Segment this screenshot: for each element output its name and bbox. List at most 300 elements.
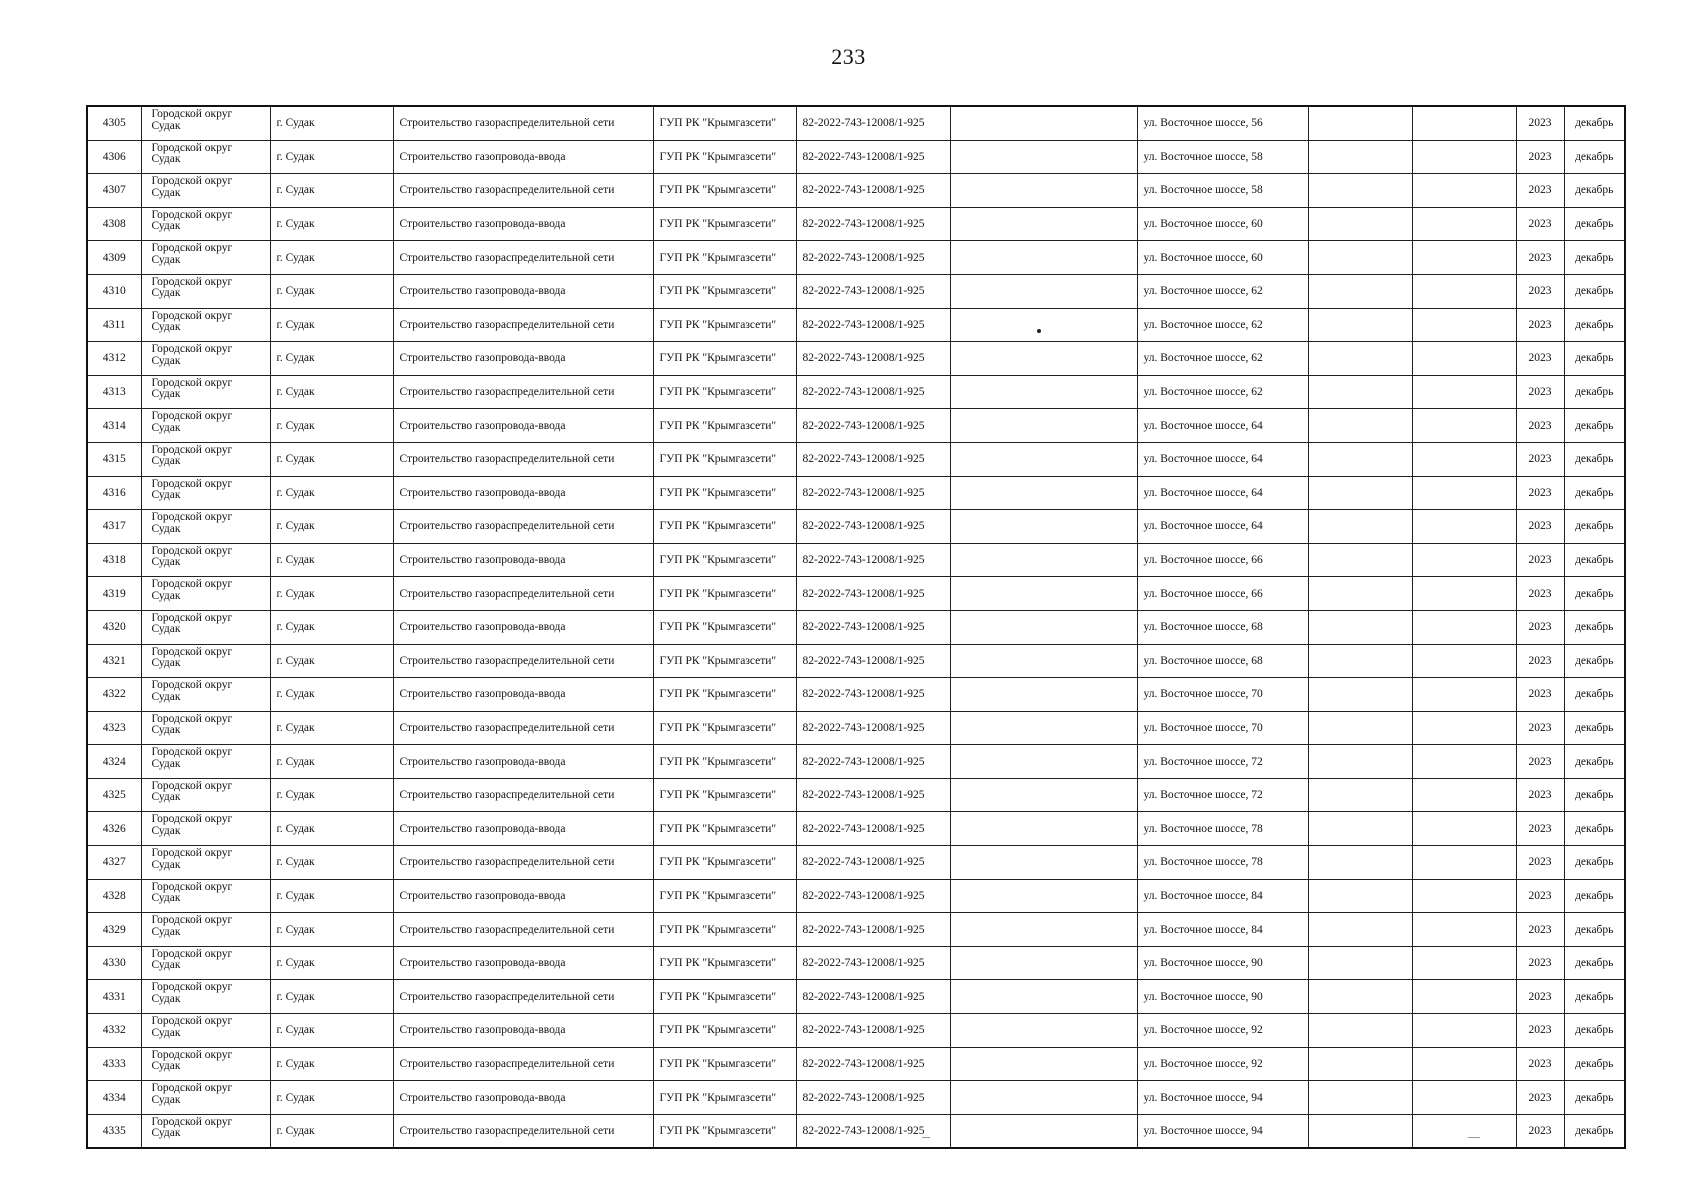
work-type-cell: Строительство газораспределительной сети <box>393 778 653 812</box>
empty-cell <box>1308 913 1412 947</box>
work-type-cell: Строительство газопровода-ввода <box>393 946 653 980</box>
row-number: 4323 <box>87 711 141 745</box>
table-row <box>87 778 1625 812</box>
settlement-cell: г. Судак <box>270 1114 393 1148</box>
year-cell: 2023 <box>1516 308 1564 342</box>
organization-cell: ГУП РК "Крымгазсети" <box>653 946 796 980</box>
year-cell: 2023 <box>1516 174 1564 208</box>
row-number: 4317 <box>87 510 141 544</box>
year-cell: 2023 <box>1516 375 1564 409</box>
municipality-cell: Городской округ Судак <box>141 409 270 443</box>
organization-cell: ГУП РК "Крымгазсети" <box>653 140 796 174</box>
organization-cell: ГУП РК "Крымгазсети" <box>653 1081 796 1115</box>
empty-cell <box>1308 846 1412 880</box>
table-row <box>87 610 1625 644</box>
address-cell: ул. Восточное шоссе, 92 <box>1137 1047 1308 1081</box>
table-row <box>87 644 1625 678</box>
organization-cell: ГУП РК "Крымгазсети" <box>653 106 796 140</box>
empty-cell <box>950 342 1137 376</box>
document-number-cell: 82-2022-743-12008/1-925 <box>796 610 950 644</box>
settlement-cell: г. Судак <box>270 610 393 644</box>
document-number-cell: 82-2022-743-12008/1-925 <box>796 106 950 140</box>
municipality-cell: Городской округ Судак <box>141 1081 270 1115</box>
empty-cell <box>950 274 1137 308</box>
work-type-cell: Строительство газораспределительной сети <box>393 1047 653 1081</box>
municipality-cell: Городской округ Судак <box>141 678 270 712</box>
table-row <box>87 274 1625 308</box>
empty-cell <box>1412 207 1516 241</box>
empty-cell <box>950 543 1137 577</box>
month-cell: декабрь <box>1564 1081 1625 1115</box>
empty-cell <box>950 644 1137 678</box>
empty-cell <box>1308 1114 1412 1148</box>
document-number-cell: 82-2022-743-12008/1-925 <box>796 207 950 241</box>
municipality-cell: Городской округ Судак <box>141 174 270 208</box>
address-cell: ул. Восточное шоссе, 66 <box>1137 543 1308 577</box>
document-number-cell: 82-2022-743-12008/1-925 <box>796 1081 950 1115</box>
empty-cell <box>1412 644 1516 678</box>
municipality-cell: Городской округ Судак <box>141 879 270 913</box>
year-cell: 2023 <box>1516 1047 1564 1081</box>
empty-cell <box>1412 879 1516 913</box>
month-cell: декабрь <box>1564 207 1625 241</box>
empty-cell <box>1412 1047 1516 1081</box>
row-number: 4328 <box>87 879 141 913</box>
settlement-cell: г. Судак <box>270 106 393 140</box>
row-number: 4322 <box>87 678 141 712</box>
year-cell: 2023 <box>1516 241 1564 275</box>
document-number-cell: 82-2022-743-12008/1-925 <box>796 1047 950 1081</box>
organization-cell: ГУП РК "Крымгазсети" <box>653 476 796 510</box>
month-cell: декабрь <box>1564 1114 1625 1148</box>
empty-cell <box>950 745 1137 779</box>
work-type-cell: Строительство газопровода-ввода <box>393 274 653 308</box>
settlement-cell: г. Судак <box>270 510 393 544</box>
year-cell: 2023 <box>1516 140 1564 174</box>
organization-cell: ГУП РК "Крымгазсети" <box>653 644 796 678</box>
empty-cell <box>1412 140 1516 174</box>
empty-cell <box>1308 778 1412 812</box>
municipality-cell: Городской округ Судак <box>141 812 270 846</box>
table-row <box>87 241 1625 275</box>
month-cell: декабрь <box>1564 174 1625 208</box>
empty-cell <box>1308 106 1412 140</box>
empty-cell <box>950 174 1137 208</box>
address-cell: ул. Восточное шоссе, 60 <box>1137 207 1308 241</box>
year-cell: 2023 <box>1516 846 1564 880</box>
year-cell: 2023 <box>1516 644 1564 678</box>
empty-cell <box>1412 308 1516 342</box>
empty-cell <box>1308 510 1412 544</box>
empty-cell <box>1412 610 1516 644</box>
table-row <box>87 510 1625 544</box>
organization-cell: ГУП РК "Крымгазсети" <box>653 510 796 544</box>
empty-cell <box>950 778 1137 812</box>
empty-cell <box>950 946 1137 980</box>
organization-cell: ГУП РК "Крымгазсети" <box>653 442 796 476</box>
table-row <box>87 1047 1625 1081</box>
table-row <box>87 1114 1625 1148</box>
empty-cell <box>950 375 1137 409</box>
empty-cell <box>950 1047 1137 1081</box>
empty-cell <box>1412 241 1516 275</box>
row-number: 4333 <box>87 1047 141 1081</box>
address-cell: ул. Восточное шоссе, 66 <box>1137 577 1308 611</box>
document-number-cell: 82-2022-743-12008/1-925 <box>796 745 950 779</box>
month-cell: декабрь <box>1564 476 1625 510</box>
month-cell: декабрь <box>1564 577 1625 611</box>
empty-cell <box>950 1114 1137 1148</box>
address-cell: ул. Восточное шоссе, 94 <box>1137 1114 1308 1148</box>
table-row <box>87 1081 1625 1115</box>
address-cell: ул. Восточное шоссе, 64 <box>1137 409 1308 443</box>
year-cell: 2023 <box>1516 274 1564 308</box>
municipality-cell: Городской округ Судак <box>141 577 270 611</box>
organization-cell: ГУП РК "Крымгазсети" <box>653 409 796 443</box>
work-type-cell: Строительство газораспределительной сети <box>393 510 653 544</box>
document-number-cell: 82-2022-743-12008/1-925 <box>796 711 950 745</box>
month-cell: декабрь <box>1564 610 1625 644</box>
empty-cell <box>1308 409 1412 443</box>
year-cell: 2023 <box>1516 409 1564 443</box>
month-cell: декабрь <box>1564 711 1625 745</box>
address-cell: ул. Восточное шоссе, 70 <box>1137 711 1308 745</box>
municipality-cell: Городской округ Судак <box>141 1014 270 1048</box>
document-number-cell: 82-2022-743-12008/1-925 <box>796 543 950 577</box>
table-row <box>87 946 1625 980</box>
month-cell: декабрь <box>1564 812 1625 846</box>
address-cell: ул. Восточное шоссе, 62 <box>1137 342 1308 376</box>
municipality-cell: Городской округ Судак <box>141 476 270 510</box>
empty-cell <box>1412 510 1516 544</box>
work-type-cell: Строительство газопровода-ввода <box>393 812 653 846</box>
row-number: 4327 <box>87 846 141 880</box>
table-row <box>87 308 1625 342</box>
table-row <box>87 745 1625 779</box>
organization-cell: ГУП РК "Крымгазсети" <box>653 375 796 409</box>
settlement-cell: г. Судак <box>270 577 393 611</box>
organization-cell: ГУП РК "Крымгазсети" <box>653 1114 796 1148</box>
document-number-cell: 82-2022-743-12008/1-925 <box>796 241 950 275</box>
year-cell: 2023 <box>1516 476 1564 510</box>
organization-cell: ГУП РК "Крымгазсети" <box>653 711 796 745</box>
municipality-cell: Городской округ Судак <box>141 510 270 544</box>
settlement-cell: г. Судак <box>270 140 393 174</box>
address-cell: ул. Восточное шоссе, 72 <box>1137 745 1308 779</box>
document-number-cell: 82-2022-743-12008/1-925 <box>796 442 950 476</box>
settlement-cell: г. Судак <box>270 1047 393 1081</box>
empty-cell <box>950 812 1137 846</box>
row-number: 4329 <box>87 913 141 947</box>
settlement-cell: г. Судак <box>270 274 393 308</box>
empty-cell <box>1308 610 1412 644</box>
organization-cell: ГУП РК "Крымгазсети" <box>653 812 796 846</box>
row-number: 4321 <box>87 644 141 678</box>
municipality-cell: Городской округ Судак <box>141 442 270 476</box>
empty-cell <box>1412 409 1516 443</box>
row-number: 4331 <box>87 980 141 1014</box>
empty-cell <box>1412 678 1516 712</box>
table-row <box>87 543 1625 577</box>
row-number: 4334 <box>87 1081 141 1115</box>
row-number: 4318 <box>87 543 141 577</box>
work-type-cell: Строительство газораспределительной сети <box>393 442 653 476</box>
work-type-cell: Строительство газопровода-ввода <box>393 1081 653 1115</box>
work-type-cell: Строительство газопровода-ввода <box>393 610 653 644</box>
empty-cell <box>950 846 1137 880</box>
organization-cell: ГУП РК "Крымгазсети" <box>653 577 796 611</box>
organization-cell: ГУП РК "Крымгазсети" <box>653 745 796 779</box>
row-number: 4307 <box>87 174 141 208</box>
settlement-cell: г. Судак <box>270 1014 393 1048</box>
address-cell: ул. Восточное шоссе, 64 <box>1137 476 1308 510</box>
address-cell: ул. Восточное шоссе, 84 <box>1137 879 1308 913</box>
empty-cell <box>1308 678 1412 712</box>
month-cell: декабрь <box>1564 1014 1625 1048</box>
document-number-cell: 82-2022-743-12008/1-925 <box>796 274 950 308</box>
empty-cell <box>950 308 1137 342</box>
empty-cell <box>1308 476 1412 510</box>
work-type-cell: Строительство газораспределительной сети <box>393 980 653 1014</box>
empty-cell <box>950 711 1137 745</box>
empty-cell <box>1412 375 1516 409</box>
empty-cell <box>1308 241 1412 275</box>
month-cell: декабрь <box>1564 375 1625 409</box>
empty-cell <box>1412 812 1516 846</box>
year-cell: 2023 <box>1516 879 1564 913</box>
table-row <box>87 980 1625 1014</box>
month-cell: декабрь <box>1564 409 1625 443</box>
work-type-cell: Строительство газораспределительной сети <box>393 846 653 880</box>
month-cell: декабрь <box>1564 913 1625 947</box>
settlement-cell: г. Судак <box>270 442 393 476</box>
address-cell: ул. Восточное шоссе, 62 <box>1137 375 1308 409</box>
municipality-cell: Городской округ Судак <box>141 106 270 140</box>
settlement-cell: г. Судак <box>270 678 393 712</box>
row-number: 4325 <box>87 778 141 812</box>
document-number-cell: 82-2022-743-12008/1-925 <box>796 846 950 880</box>
empty-cell <box>1308 375 1412 409</box>
month-cell: декабрь <box>1564 778 1625 812</box>
empty-cell <box>1412 980 1516 1014</box>
empty-cell <box>950 207 1137 241</box>
municipality-cell: Городской округ Судак <box>141 1047 270 1081</box>
scan-speck <box>922 1137 930 1138</box>
address-cell: ул. Восточное шоссе, 92 <box>1137 1014 1308 1048</box>
document-number-cell: 82-2022-743-12008/1-925 <box>796 812 950 846</box>
year-cell: 2023 <box>1516 778 1564 812</box>
year-cell: 2023 <box>1516 1081 1564 1115</box>
settlement-cell: г. Судак <box>270 644 393 678</box>
organization-cell: ГУП РК "Крымгазсети" <box>653 174 796 208</box>
municipality-cell: Городской округ Судак <box>141 308 270 342</box>
settlement-cell: г. Судак <box>270 543 393 577</box>
month-cell: декабрь <box>1564 678 1625 712</box>
empty-cell <box>950 1014 1137 1048</box>
document-number-cell: 82-2022-743-12008/1-925 <box>796 879 950 913</box>
address-cell: ул. Восточное шоссе, 78 <box>1137 812 1308 846</box>
table-row <box>87 140 1625 174</box>
document-number-cell: 82-2022-743-12008/1-925 <box>796 980 950 1014</box>
empty-cell <box>1308 1047 1412 1081</box>
empty-cell <box>950 409 1137 443</box>
organization-cell: ГУП РК "Крымгазсети" <box>653 1014 796 1048</box>
work-type-cell: Строительство газопровода-ввода <box>393 207 653 241</box>
municipality-cell: Городской округ Судак <box>141 610 270 644</box>
municipality-cell: Городской округ Судак <box>141 711 270 745</box>
year-cell: 2023 <box>1516 1114 1564 1148</box>
row-number: 4320 <box>87 610 141 644</box>
empty-cell <box>950 610 1137 644</box>
year-cell: 2023 <box>1516 711 1564 745</box>
month-cell: декабрь <box>1564 980 1625 1014</box>
year-cell: 2023 <box>1516 442 1564 476</box>
address-cell: ул. Восточное шоссе, 60 <box>1137 241 1308 275</box>
month-cell: декабрь <box>1564 274 1625 308</box>
settlement-cell: г. Судак <box>270 174 393 208</box>
municipality-cell: Городской округ Судак <box>141 778 270 812</box>
settlement-cell: г. Судак <box>270 946 393 980</box>
work-type-cell: Строительство газопровода-ввода <box>393 476 653 510</box>
year-cell: 2023 <box>1516 678 1564 712</box>
organization-cell: ГУП РК "Крымгазсети" <box>653 241 796 275</box>
work-type-cell: Строительство газопровода-ввода <box>393 879 653 913</box>
empty-cell <box>1412 1114 1516 1148</box>
document-number-cell: 82-2022-743-12008/1-925 <box>796 678 950 712</box>
settlement-cell: г. Судак <box>270 778 393 812</box>
table-row <box>87 678 1625 712</box>
table-row <box>87 476 1625 510</box>
empty-cell <box>950 510 1137 544</box>
year-cell: 2023 <box>1516 510 1564 544</box>
empty-cell <box>950 1081 1137 1115</box>
document-number-cell: 82-2022-743-12008/1-925 <box>796 1114 950 1148</box>
settlement-cell: г. Судак <box>270 1081 393 1115</box>
organization-cell: ГУП РК "Крымгазсети" <box>653 980 796 1014</box>
organization-cell: ГУП РК "Крымгазсети" <box>653 274 796 308</box>
address-cell: ул. Восточное шоссе, 58 <box>1137 174 1308 208</box>
address-cell: ул. Восточное шоссе, 68 <box>1137 610 1308 644</box>
table-row <box>87 846 1625 880</box>
table-row <box>87 812 1625 846</box>
empty-cell <box>1308 946 1412 980</box>
organization-cell: ГУП РК "Крымгазсети" <box>653 778 796 812</box>
work-type-cell: Строительство газораспределительной сети <box>393 913 653 947</box>
empty-cell <box>1412 1014 1516 1048</box>
row-number: 4305 <box>87 106 141 140</box>
organization-cell: ГУП РК "Крымгазсети" <box>653 678 796 712</box>
organization-cell: ГУП РК "Крымгазсети" <box>653 610 796 644</box>
settlement-cell: г. Судак <box>270 375 393 409</box>
document-number-cell: 82-2022-743-12008/1-925 <box>796 913 950 947</box>
empty-cell <box>1308 274 1412 308</box>
empty-cell <box>1412 577 1516 611</box>
municipality-cell: Городской округ Судак <box>141 207 270 241</box>
row-number: 4319 <box>87 577 141 611</box>
month-cell: декабрь <box>1564 442 1625 476</box>
year-cell: 2023 <box>1516 207 1564 241</box>
table-row <box>87 174 1625 208</box>
empty-cell <box>1412 174 1516 208</box>
municipality-cell: Городской округ Судак <box>141 543 270 577</box>
work-type-cell: Строительство газопровода-ввода <box>393 745 653 779</box>
municipality-cell: Городской округ Судак <box>141 140 270 174</box>
document-number-cell: 82-2022-743-12008/1-925 <box>796 577 950 611</box>
municipality-cell: Городской округ Судак <box>141 342 270 376</box>
work-type-cell: Строительство газораспределительной сети <box>393 1114 653 1148</box>
work-type-cell: Строительство газопровода-ввода <box>393 140 653 174</box>
document-number-cell: 82-2022-743-12008/1-925 <box>796 510 950 544</box>
empty-cell <box>1308 442 1412 476</box>
settlement-cell: г. Судак <box>270 207 393 241</box>
organization-cell: ГУП РК "Крымгазсети" <box>653 846 796 880</box>
row-number: 4310 <box>87 274 141 308</box>
settlement-cell: г. Судак <box>270 980 393 1014</box>
empty-cell <box>950 241 1137 275</box>
empty-cell <box>1308 745 1412 779</box>
work-type-cell: Строительство газораспределительной сети <box>393 308 653 342</box>
municipality-cell: Городской округ Судак <box>141 980 270 1014</box>
address-cell: ул. Восточное шоссе, 62 <box>1137 274 1308 308</box>
month-cell: декабрь <box>1564 106 1625 140</box>
empty-cell <box>1412 274 1516 308</box>
table-row <box>87 1014 1625 1048</box>
page-number: 233 <box>831 44 866 69</box>
row-number: 4309 <box>87 241 141 275</box>
row-number: 4308 <box>87 207 141 241</box>
settlement-cell: г. Судак <box>270 342 393 376</box>
month-cell: декабрь <box>1564 946 1625 980</box>
empty-cell <box>1412 846 1516 880</box>
empty-cell <box>950 577 1137 611</box>
empty-cell <box>1308 342 1412 376</box>
settlement-cell: г. Судак <box>270 812 393 846</box>
empty-cell <box>1308 577 1412 611</box>
municipality-cell: Городской округ Судак <box>141 375 270 409</box>
row-number: 4306 <box>87 140 141 174</box>
year-cell: 2023 <box>1516 1014 1564 1048</box>
empty-cell <box>1412 913 1516 947</box>
settlement-cell: г. Судак <box>270 745 393 779</box>
table-row <box>87 207 1625 241</box>
month-cell: декабрь <box>1564 308 1625 342</box>
settlement-cell: г. Судак <box>270 913 393 947</box>
table-row <box>87 409 1625 443</box>
municipality-cell: Городской округ Судак <box>141 1114 270 1148</box>
year-cell: 2023 <box>1516 745 1564 779</box>
registry-table <box>86 105 1626 1149</box>
table-row <box>87 711 1625 745</box>
year-cell: 2023 <box>1516 980 1564 1014</box>
table-row <box>87 342 1625 376</box>
settlement-cell: г. Судак <box>270 241 393 275</box>
table-row <box>87 375 1625 409</box>
empty-cell <box>1308 207 1412 241</box>
organization-cell: ГУП РК "Крымгазсети" <box>653 879 796 913</box>
empty-cell <box>950 476 1137 510</box>
organization-cell: ГУП РК "Крымгазсети" <box>653 342 796 376</box>
empty-cell <box>950 140 1137 174</box>
settlement-cell: г. Судак <box>270 879 393 913</box>
empty-cell <box>1308 644 1412 678</box>
work-type-cell: Строительство газораспределительной сети <box>393 375 653 409</box>
settlement-cell: г. Судак <box>270 711 393 745</box>
work-type-cell: Строительство газопровода-ввода <box>393 342 653 376</box>
empty-cell <box>1412 342 1516 376</box>
year-cell: 2023 <box>1516 610 1564 644</box>
row-number: 4326 <box>87 812 141 846</box>
municipality-cell: Городской округ Судак <box>141 644 270 678</box>
